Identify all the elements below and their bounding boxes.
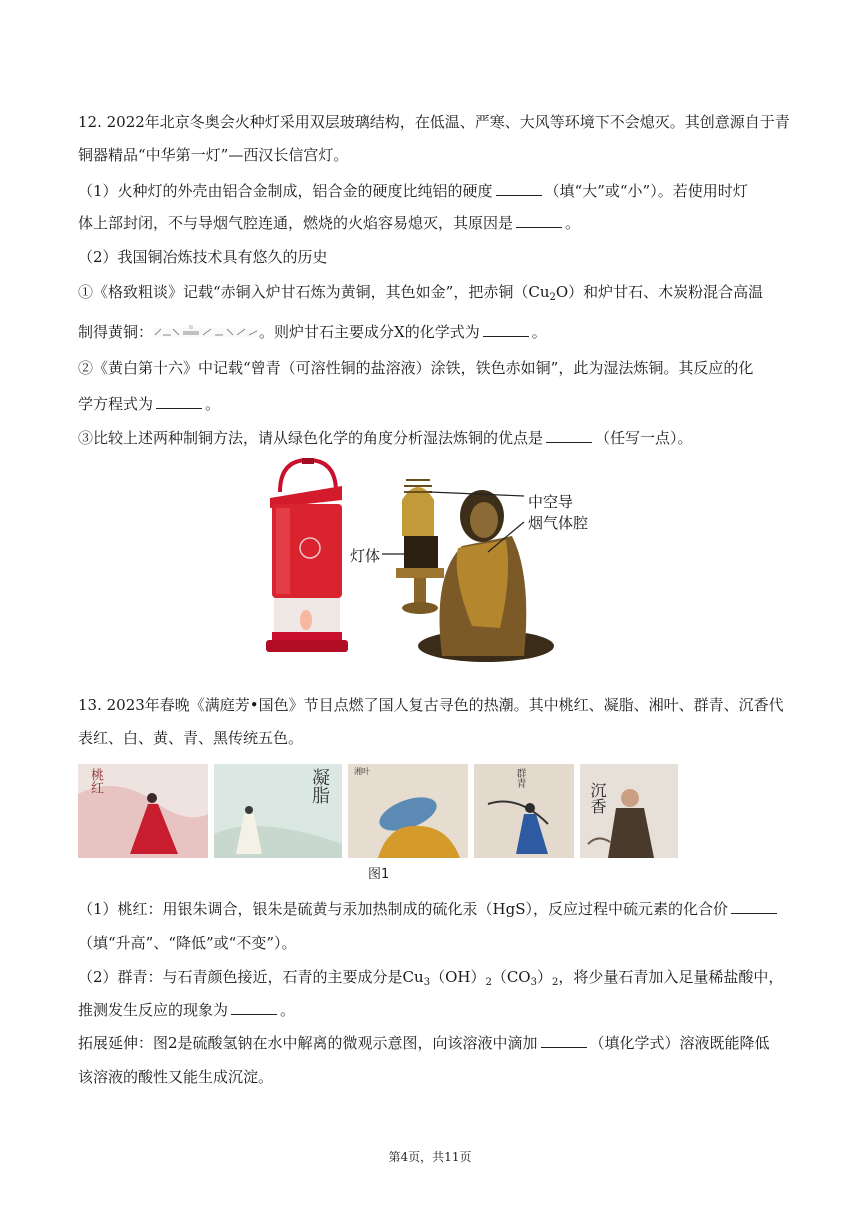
answer-blank bbox=[731, 899, 777, 914]
q13-extension-line2: 该溶液的酸性又能生成沉淀。 bbox=[78, 1068, 274, 1086]
q12-c3-line: ③比较上述两种制铜方法，请从绿色化学的角度分析湿法炼铜的优点是 （任写一点）。 bbox=[78, 429, 693, 447]
q13-part1-line1: （1）桃红：用银朱调合，银朱是硫黄与汞加热制成的硫化汞（HgS），反应过程中硫元素的化合价 bbox=[78, 899, 780, 919]
fig-label-lamp-body: 灯体 bbox=[350, 547, 381, 565]
q12-c1-line1: ①《格致粗谈》记载“赤铜入炉甘石炼为黄铜，其色如金”，把赤铜$(Cu_2O)$和炉甘石、木炭粉混合高温 bbox=[78, 283, 764, 303]
answer-blank bbox=[516, 213, 562, 228]
q13-part2-line2: 推测发生反应的现象为 。 bbox=[78, 1001, 296, 1019]
lantern-figure bbox=[262, 456, 622, 668]
chemical-equation-image bbox=[153, 325, 259, 339]
fig-label-hollow-cavity-2: 烟气体腔 bbox=[528, 514, 589, 532]
fig-label-hollow-cavity-1: 中空导 bbox=[528, 493, 574, 511]
q12-c2-line1: ②《黄白第十六》中记载“曾青（可溶性铜的盐溶液）涂铁，铁色赤如铜”，此为湿法炼铜。其反应的化 bbox=[78, 359, 754, 377]
figure-1-caption: 图1 bbox=[368, 867, 390, 882]
q13-intro-line2: 表红、白、黄、青、黑传统五色。 bbox=[78, 729, 304, 747]
q12-intro-line1: 12. 2022年北京冬奥会火种灯采用双层玻璃结构，在低温、严寒、大风等环境下不会熄灭。其创意源自于青 bbox=[78, 113, 790, 131]
answer-blank bbox=[156, 394, 202, 409]
answer-blank bbox=[483, 322, 529, 337]
panel-xiangye-image bbox=[348, 764, 468, 858]
page-footer: 第4页，共11页 bbox=[388, 1150, 472, 1164]
olympic-torch-lantern-image bbox=[266, 458, 348, 652]
answer-blank bbox=[496, 181, 542, 196]
panel-label-chenxiang: 沉香 bbox=[588, 782, 607, 814]
panel-label-ningzhi: 凝脂 bbox=[309, 768, 330, 804]
answer-blank bbox=[541, 1033, 587, 1048]
q12-part1-line2: 体上部封闭，不与导烟气腔连通，燃烧的火焰容易熄灭，其原因是 。 bbox=[78, 214, 581, 232]
panel-label-xiangye: 湘叶 bbox=[354, 767, 370, 776]
q13-extension-line1: 拓展延伸：图2是硫酸氢钠在水中解离的微观示意图，向该溶液中滴加 （填化学式）溶液既能降低 bbox=[78, 1034, 770, 1052]
q12-part2-heading: （2）我国铜冶炼技术具有悠久的历史 bbox=[78, 248, 328, 266]
q13-part1-line2: （填“升高”、“降低”或“不变”）。 bbox=[78, 934, 297, 952]
q13-part2-line1: （2）群青：与石青颜色接近，石青的主要成分是$Cu_3(OH)_2(CO_3)_2$，将少量石青加入足量稀盐酸中， bbox=[78, 968, 784, 988]
q12-c2-line2: 学方程式为 。 bbox=[78, 395, 221, 413]
answer-blank bbox=[546, 428, 592, 443]
panel-label-qunqing: 群青 bbox=[514, 768, 525, 788]
answer-blank bbox=[231, 1000, 277, 1015]
q13-intro-line1: 13. 2023年春晚《满庭芳•国色》节目点燃了国人复古寻色的热潮。其中桃红、凝脂、湘叶、群青、沉香代 bbox=[78, 696, 784, 714]
q12-part1-line1: （1）火种灯的外壳由铝合金制成，铝合金的硬度比纯铝的硬度 （填“大”或“小”）。若使用时灯 bbox=[78, 182, 748, 200]
q12-c1-line2: 制得黄铜： 。则炉甘石主要成分X的化学式为 。 bbox=[78, 323, 547, 341]
panel-label-taohong: 桃红 bbox=[88, 768, 103, 794]
q12-intro-line2: 铜器精品“中华第一灯”—西汉长信宫灯。 bbox=[78, 146, 349, 164]
